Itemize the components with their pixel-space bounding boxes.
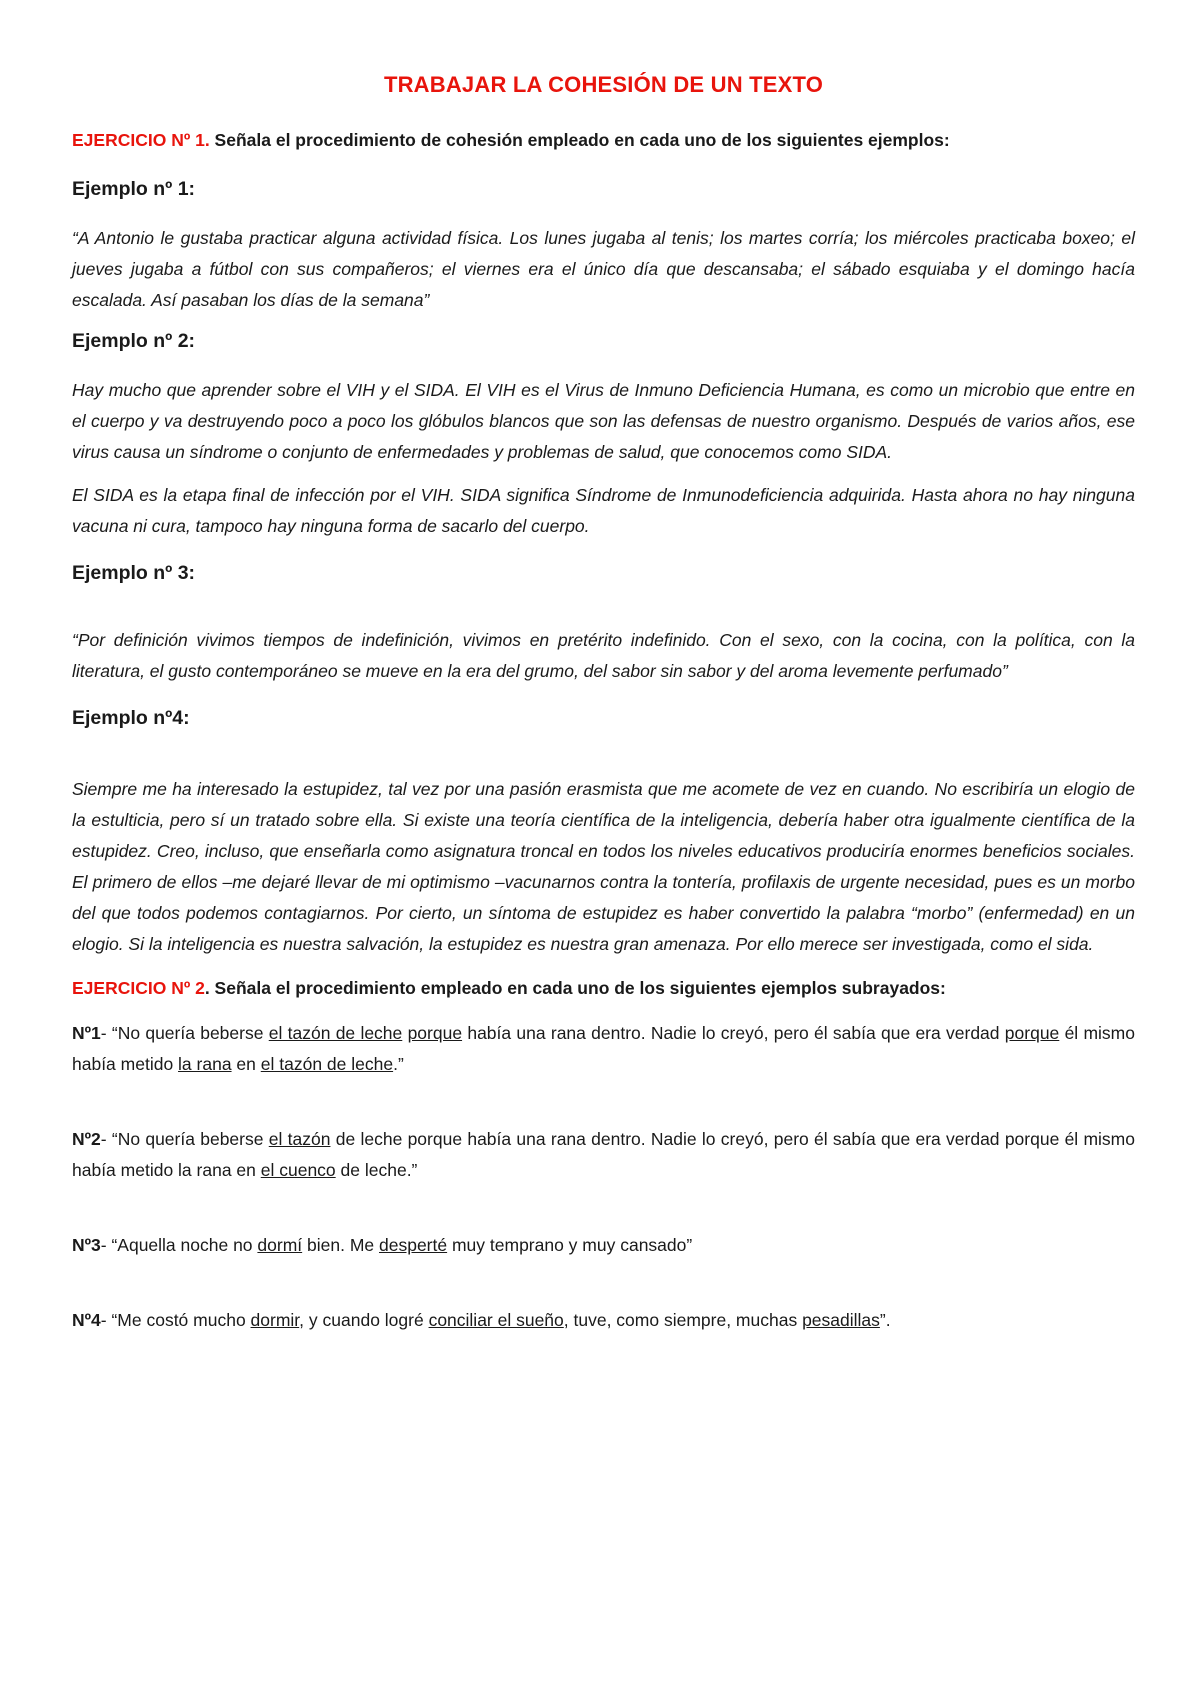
item-segment: había una rana dentro. Nadie lo creyó, pero él sabía que era verdad: [462, 1023, 1005, 1043]
item-segment: de leche.”: [335, 1160, 418, 1180]
exercise-1-heading: [72, 128, 1135, 152]
ejemplo-3: [72, 562, 1135, 687]
item-segment: bien. Me: [302, 1235, 379, 1255]
underlined-segment: conciliar el sueño: [428, 1310, 564, 1330]
document-content: [72, 72, 1135, 1336]
item-segment: en: [231, 1054, 261, 1074]
underlined-segment: porque: [407, 1023, 463, 1043]
ejemplo-1-heading: Ejemplo nº 1:: [72, 178, 196, 200]
underlined-segment: el cuenco: [260, 1160, 336, 1180]
ejemplo-2: [72, 330, 1135, 542]
exercise-1-instruction: Señala el procedimiento de cohesión empleado en cada uno de los siguientes ejemplos:: [209, 130, 950, 150]
underlined-segment: el tazón de leche: [268, 1023, 403, 1043]
item-segment: - “Aquella noche no: [100, 1235, 258, 1255]
exercise-2-label: EJERCICIO Nº 2: [72, 978, 205, 998]
item-label: Nº1: [72, 1023, 101, 1043]
ejemplo-4-text: Siempre me ha interesado la estupidez, tal vez por una pasión erasmista que me acomete de vez en cuando. No escribiría un elogio de la estulticia, pero sí un tratado sobre ella. Si existe una teoría científica de la inteligencia, debería haber otra igualmente científica de la estupidez. Creo, incluso, que enseñarla como asignatura troncal en todos los niveles educativos produciría enormes beneficios sociales. El primero de ellos –me dejaré llevar de mi optimismo –vacunarnos contra la tontería, profilaxis de urgente necesidad, pues es un morbo del que todos podemos contagiarnos. Por cierto, un síntoma de estupidez es haber convertido la palabra “morbo” (enfermedad) en un elogio. Si la inteligencia es nuestra salvación, la estupidez es nuestra gran amenaza. Por ello merece ser investigada, como el sida.: [72, 779, 1135, 954]
ejemplo-2-heading: Ejemplo nº 2:: [72, 330, 196, 352]
ejemplo-2-text-2: El SIDA es la etapa final de infección por el VIH. SIDA significa Síndrome de Inmunodeficiencia adquirida. Hasta ahora no hay ninguna vacuna ni cura, tampoco hay ninguna forma de sacarlo del cuerpo.: [72, 485, 1135, 536]
ejemplo-4: [72, 707, 1135, 960]
underlined-segment: porque: [1004, 1023, 1060, 1043]
underlined-segment: la rana: [178, 1054, 232, 1074]
underlined-segment: el tazón: [268, 1129, 331, 1149]
exercise-2-item-4: [72, 1305, 1135, 1336]
item-segment: de leche porque había una rana dentro. Nadie lo creyó, pero él sabía que era verdad porque él mismo había metido la rana en: [72, 1129, 1135, 1180]
item-segment: , y cuando logré: [299, 1310, 429, 1330]
item-label: Nº2: [72, 1129, 101, 1149]
exercise-2-item-3: [72, 1230, 1135, 1261]
item-segment: él mismo había metido: [72, 1023, 1135, 1074]
item-segment: - “Me costó mucho: [100, 1310, 251, 1330]
exercise-2-instruction: . Señala el procedimiento empleado en cada uno de los siguientes ejemplos subrayados:: [204, 978, 946, 998]
underlined-segment: desperté: [379, 1235, 448, 1255]
underlined-segment: pesadillas: [802, 1310, 880, 1330]
item-segment: - “No quería beberse: [100, 1129, 269, 1149]
exercise-2-item-2: [72, 1124, 1135, 1186]
item-segment: .”: [393, 1054, 404, 1074]
item-segment: ”.: [879, 1310, 891, 1330]
item-label: Nº3: [72, 1235, 101, 1255]
exercise-2-heading: [72, 976, 1135, 1000]
item-label: Nº4: [72, 1310, 101, 1330]
exercise-1-label: EJERCICIO Nº 1.: [72, 130, 210, 150]
underlined-segment: el tazón de leche: [260, 1054, 394, 1074]
underlined-segment: dormí: [257, 1235, 303, 1255]
underlined-segment: dormir: [250, 1310, 300, 1330]
ejemplo-1: [72, 178, 1135, 316]
ejemplo-3-text: “Por definición vivimos tiempos de indefinición, vivimos en pretérito indefinido. Con el sexo, con la cocina, con la política, con la literatura, el gusto contemporáneo se mueve en la era del grumo, del sabor sin sabor y del aroma levemente perfumado”: [72, 630, 1135, 681]
document-title: TRABAJAR LA COHESIÓN DE UN TEXTO: [383, 72, 824, 97]
ejemplo-3-heading: Ejemplo nº 3:: [72, 562, 196, 584]
exercise-2-item-1: [72, 1018, 1135, 1080]
item-segment: - “No quería beberse: [100, 1023, 269, 1043]
item-segment: muy temprano y muy cansado”: [447, 1235, 693, 1255]
ejemplo-1-text: “A Antonio le gustaba practicar alguna actividad física. Los lunes jugaba al tenis; los martes corría; los miércoles practicaba boxeo; el jueves jugaba a fútbol con sus compañeros; el viernes era el único día que descansaba; el sábado esquiaba y el domingo hacía escalada. Así pasaban los días de la semana”: [72, 228, 1135, 310]
ejemplo-4-heading: Ejemplo nº4:: [72, 707, 190, 729]
item-segment: , tuve, como siempre, muchas: [563, 1310, 803, 1330]
ejemplo-2-text-1: Hay mucho que aprender sobre el VIH y el SIDA. El VIH es el Virus de Inmuno Deficiencia Humana, es como un microbio que entre en el cuerpo y va destruyendo poco a poco los glóbulos blancos que son las defensas de nuestro organismo. Después de varios años, ese virus causa un síndrome o conjunto de enfermedades y problemas de salud, que conocemos como SIDA.: [72, 380, 1135, 462]
